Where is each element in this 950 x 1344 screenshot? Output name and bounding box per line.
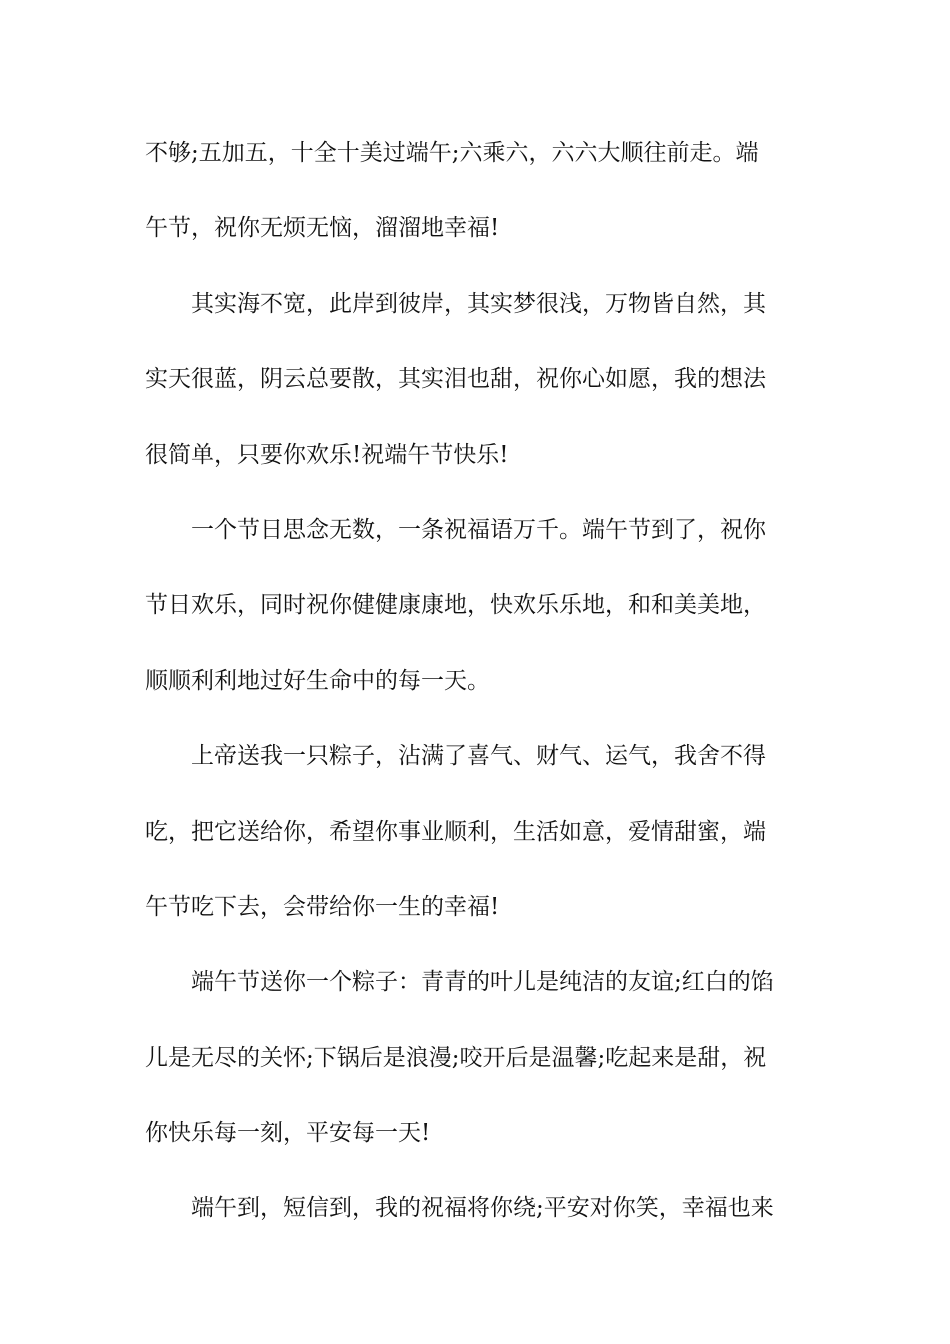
text-line: 吃，把它送给你，希望你事业顺利，生活如意，爱情甜蜜，端	[145, 818, 766, 845]
text-line: 上帝送我一只粽子，沾满了喜气、财气、运气，我舍不得	[191, 743, 766, 770]
text-line: 节日欢乐，同时祝你健健康康地，快欢乐乐地，和和美美地，	[145, 592, 766, 619]
text-line: 不够;五加五，十全十美过端午;六乘六，六六大顺往前走。端	[145, 140, 759, 166]
text-line: 儿是无尽的关怀;下锅后是浪漫;咬开后是温馨;吃起来是甜，祝	[145, 1044, 767, 1071]
text-line: 端午节送你一个粽子：青青的叶儿是纯洁的友谊;红白的馅	[191, 969, 774, 996]
text-line: 午节吃下去，会带给你一生的幸福!	[145, 893, 500, 920]
text-line: 实天很蓝，阴云总要散，其实泪也甜，祝你心如愿，我的想法	[145, 366, 766, 393]
text-line: 你快乐每一刻，平安每一天!	[145, 1120, 431, 1147]
text-line: 其实海不宽，此岸到彼岸，其实梦很浅，万物皆自然，其	[191, 290, 766, 317]
text-line: 很简单，只要你欢乐!祝端午节快乐!	[145, 441, 509, 468]
text-line: 一个节日思念无数，一条祝福语万千。端午节到了，祝你	[191, 516, 766, 543]
document-page	[145, 130, 807, 1261]
text-line: 午节，祝你无烦无恼，溜溜地幸福!	[145, 215, 500, 242]
text-line: 端午到，短信到，我的祝福将你绕;平安对你笑，幸福也来	[191, 1195, 774, 1222]
text-line: 顺顺利利地过好生命中的每一天。	[145, 667, 490, 694]
